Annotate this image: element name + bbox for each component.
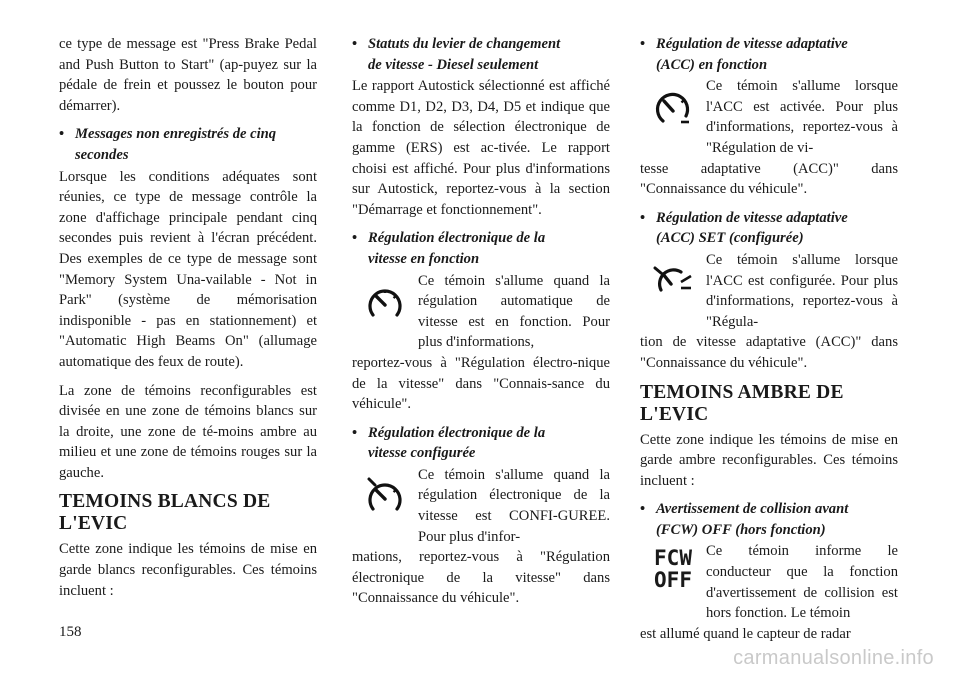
page-number: 158 [59,624,82,640]
acc-set-icon-row [640,250,898,332]
watermark-text: carmanualsonline.info [733,647,934,669]
bullet-title-line1: Avertissement de collision avant [656,501,849,518]
bullet-title-line1: Régulation électronique de la [368,424,546,441]
white-indicators-paragraph: Cette zone indique les témoins de mise en garde blancs reconfigurables. Ces témoins incluent : [59,541,317,599]
bullet-title-line2: (ACC) SET (configurée) [656,230,804,247]
amber-indicators-paragraph: Cette zone indique les témoins de mise en garde ambre reconfigurables. Ces témoins incluent : [640,431,898,489]
bullet-dot: • [352,36,358,52]
adaptive-cruise-icon [640,76,706,130]
bullet-title-line1: Statuts du levier de changement [368,36,561,52]
fcw-description: Ce témoin informe le conducteur que la fonction d'avertissement de collision est hors fonction. Le témoin [706,543,898,622]
bullet-title-line2: (FCW) OFF (hors fonction) [656,521,826,538]
bullet-title-line2: de vitesse - Diesel seulement [368,56,539,73]
cruise-on-continued: reportez-vous à "Régulation électro-nique de la vitesse" dans "Connais-sance du véhicule". [352,354,610,413]
cruise-on-icon-row [352,271,610,353]
bullet-title-line1: Régulation de vitesse adaptative [656,36,848,52]
heading-white-line1: TEMOINS BLANCS DE [59,491,271,513]
bullet-title-line1: Messages non enregistrés de cinq [75,126,277,143]
acc-set-continued: tion de vitesse adaptative (ACC)" dans "Connaissance du véhicule". [640,334,898,371]
heading-amber-line2: L'EVIC [640,403,709,425]
bullet-acc-set [640,208,898,249]
acc-on-icon-row [640,76,898,158]
bullet-five-second-messages [59,124,317,165]
shift-paragraph: Le rapport Autostick sélectionné est affiché comme D1, D2, D3, D4, D5 et indique que la fonction de sélection électronique de gamme (ERS) est ac-tivée. Le rapport choisi est affiché. Pour plus d'informations sur Autostick, reportez-vous à la section "Démarrage et fonctionnement". [352,78,610,218]
column-middle [352,34,610,617]
fcw-icon-text-bottom: OFF [654,568,692,593]
five-second-paragraph: Lorsque les conditions adéquates sont réunies, ce type de message contrôle la zone d'affichage principale pendant cinq secondes puis revient à l'écran précédent. Des exemples de ce type de message sont "Memory System Una-vailable - Not in Park" (système de mémorisation indisponible - pas en stationnement) et "Automatic High Beams On" (allumage automatique des feux de route). [59,168,317,370]
adaptive-cruise-set-icon [640,250,706,300]
bullet-title-line1: Régulation électronique de la [368,230,546,247]
bullet-dot: • [59,126,65,143]
bullet-dot: • [640,209,646,226]
bullet-dot: • [352,230,358,247]
heading-white-indicators [59,491,317,535]
bullet-acc-on [640,34,898,75]
acc-set-description: Ce témoin s'allume lorsque l'ACC est configurée. Pour plus d'informations, reportez-vous à "Régula- [706,251,898,330]
cruise-set-icon-row [352,465,610,547]
bullet-fcw-off [640,499,898,540]
acc-on-continued: tesse adaptative (ACC)" dans "Connaissance du véhicule". [640,160,898,198]
cruise-on-description: Ce témoin s'allume quand la régulation automatique de vitesse est en fonction. Pour plus d'informations, [418,272,610,351]
bullet-title-line2: vitesse en fonction [368,250,480,267]
bullet-cruise-set [352,423,610,464]
fcw-off-icon [640,541,706,591]
heading-white-line2: L'EVIC [59,513,128,535]
cruise-set-description: Ce témoin s'allume quand la régulation électronique de la vitesse est CONFI-GUREE. Pour plus d'infor- [418,466,610,545]
bullet-dot: • [640,36,646,52]
column-right [640,34,898,644]
intro-paragraph: ce type de message est "Press Brake Pedal and Push Button to Start" (ap-puyez sur la pédale de frein et poussez le bouton pour démarrer). [59,36,317,114]
fcw-icon-text-top: FCW [654,546,692,571]
cruise-control-icon [352,271,418,325]
bullet-dot: • [352,424,358,441]
bullet-shift-lever-status [352,34,610,75]
heading-amber-indicators [640,382,898,426]
bullet-title-line2: vitesse configurée [368,445,476,462]
bullet-dot: • [640,501,646,518]
bullet-cruise-on [352,228,610,269]
heading-amber-line1: TEMOINS AMBRE DE [640,381,844,403]
bullet-title-line2: secondes [75,146,129,163]
zone-paragraph: La zone de témoins reconfigurables est divisée en une zone de témoins blancs sur la droite, une zone de té-moins ambre au milieu et une zone de témoins rouges sur la gauche. [59,382,317,481]
cruise-set-continued: mations, reportez-vous à "Régulation électronique de la vitesse" dans "Connaissance du véhicule". [352,549,610,607]
column-left [59,34,317,609]
cruise-set-icon [352,465,418,519]
fcw-continued: est allumé quand le capteur de radar [640,625,851,642]
bullet-title-line2: (ACC) en fonction [656,56,768,73]
acc-on-description: Ce témoin s'allume lorsque l'ACC est activée. Pour plus d'informations, reportez-vous à "Régulation de vi- [706,78,898,156]
bullet-title-line1: Régulation de vitesse adaptative [656,209,848,226]
fcw-icon-row [640,541,898,623]
